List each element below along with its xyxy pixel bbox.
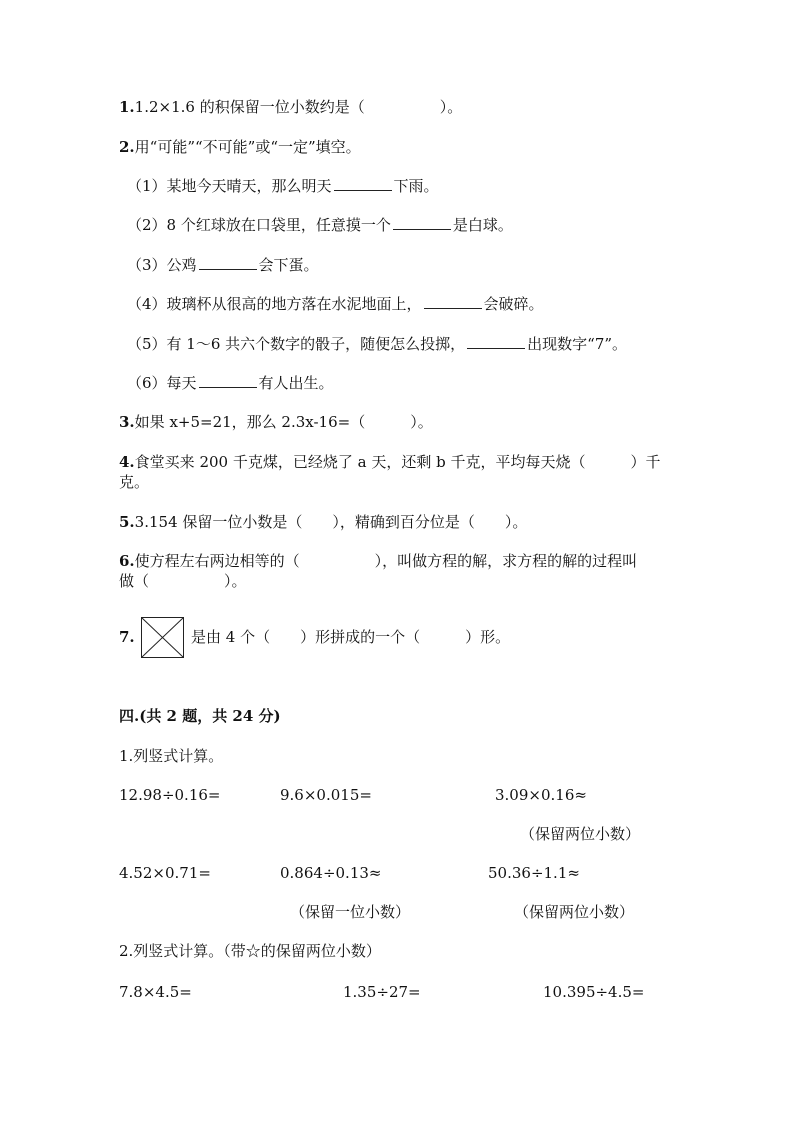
- calc-item: 12.98÷0.16=: [119, 786, 221, 804]
- rounding-note: （保留两位小数）: [514, 903, 635, 921]
- answer-blank[interactable]: [199, 255, 257, 270]
- answer-blank[interactable]: [467, 334, 525, 349]
- calc-item: 0.864÷0.13≈: [280, 864, 382, 882]
- item-text: （1）某地今天晴天，那么明天: [127, 177, 332, 195]
- question-7-number: [119, 627, 135, 647]
- calc-item: 4.52×0.71=: [119, 864, 211, 882]
- q2-item-4: [127, 294, 544, 314]
- question-text: 3.154 保留一位小数是（ ），精确到百分位是（ ）。: [134, 513, 528, 531]
- question-text: 1.2×1.6 的积保留一位小数约是（ ）。: [134, 98, 463, 116]
- calc-item: 9.6×0.015=: [280, 786, 372, 804]
- item-text: （4）玻璃杯从很高的地方落在水泥地面上，: [127, 295, 422, 313]
- problem-1-title: 1.列竖式计算。: [119, 747, 224, 765]
- q2-item-5: [127, 334, 627, 354]
- q2-item-3: [127, 255, 319, 275]
- question-4-continued: 克。: [119, 473, 150, 491]
- answer-blank[interactable]: [334, 176, 392, 191]
- calc-item: 1.35÷27=: [343, 983, 421, 1001]
- item-text: （6）每天: [127, 374, 197, 392]
- question-5: [119, 512, 527, 532]
- calc-item: 10.395÷4.5=: [543, 983, 645, 1001]
- item-text: 会下蛋。: [258, 256, 319, 274]
- question-1: [119, 97, 462, 117]
- question-number: 5.: [119, 513, 135, 531]
- rounding-note: （保留一位小数）: [290, 903, 411, 921]
- question-number: 4.: [119, 453, 135, 471]
- item-text: 是白球。: [452, 216, 513, 234]
- item-text: 会破碎。: [483, 295, 544, 313]
- answer-blank[interactable]: [424, 294, 482, 309]
- square-diagonals-figure: [141, 617, 184, 658]
- section-4-heading: 四.(共 2 题，共 24 分): [119, 707, 281, 725]
- q2-item-1: [127, 176, 439, 196]
- question-number: 2.: [119, 138, 135, 156]
- question-number: 1.: [119, 98, 135, 116]
- item-text: 有人出生。: [258, 374, 334, 392]
- question-4: [119, 452, 660, 472]
- q2-item-6: [127, 373, 334, 393]
- question-text: 用“可能”“不可能”或“一定”填空。: [134, 138, 361, 156]
- answer-blank[interactable]: [199, 373, 257, 388]
- question-number: 3.: [119, 413, 135, 431]
- answer-blank[interactable]: [393, 215, 451, 230]
- rounding-note: （保留两位小数）: [520, 825, 641, 843]
- item-text: （3）公鸡: [127, 256, 197, 274]
- question-6-continued: 做（ ）。: [119, 572, 247, 590]
- question-number: 7.: [119, 628, 135, 646]
- question-3: [119, 412, 433, 432]
- question-text: 如果 x+5=21，那么 2.3x-16=（ ）。: [134, 413, 433, 431]
- item-text: 出现数字“7”。: [527, 335, 628, 353]
- calc-item: 7.8×4.5=: [119, 983, 192, 1001]
- problem-2-title: 2.列竖式计算。（带☆的保留两位小数）: [119, 942, 381, 960]
- question-2: [119, 137, 361, 157]
- question-text: 食堂买来 200 千克煤，已经烧了 a 天，还剩 b 千克，平均每天烧（ ）千: [134, 453, 661, 471]
- item-text: 下雨。: [393, 177, 439, 195]
- q2-item-2: [127, 215, 513, 235]
- question-6: [119, 551, 637, 571]
- item-text: （5）有 1～6 共六个数字的骰子，随便怎么投掷，: [127, 335, 466, 353]
- question-number: 6.: [119, 552, 135, 570]
- item-text: （2）8 个红球放在口袋里，任意摸一个: [127, 216, 391, 234]
- calc-item: 3.09×0.16≈: [495, 786, 587, 804]
- question-7-text: 是由 4 个（ ）形拼成的一个（ ）形。: [191, 628, 511, 646]
- calc-item: 50.36÷1.1≈: [488, 864, 580, 882]
- question-text: 使方程左右两边相等的（ ），叫做方程的解，求方程的解的过程叫: [134, 552, 638, 570]
